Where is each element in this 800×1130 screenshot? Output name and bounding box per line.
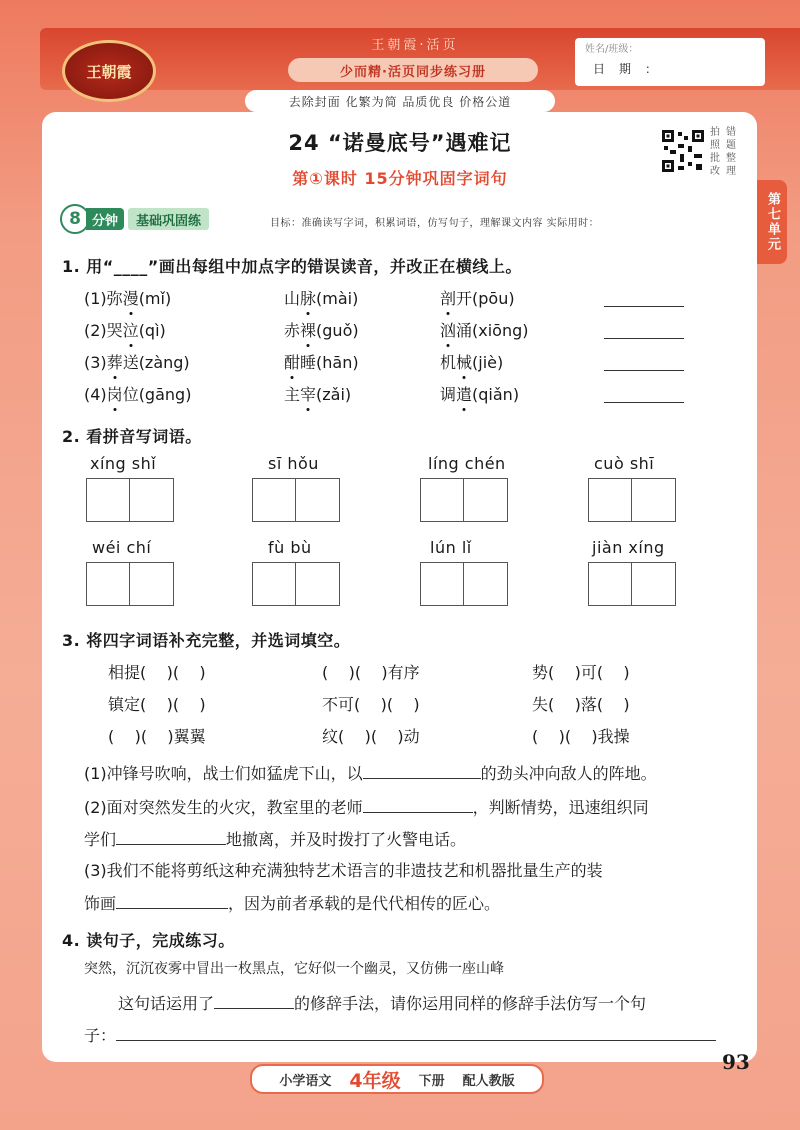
q2-answer-boxes[interactable] bbox=[420, 562, 508, 606]
footer-edition: 小学语文 4年级 下册 配人教版 bbox=[250, 1064, 544, 1094]
q2-answer-boxes[interactable] bbox=[588, 478, 676, 522]
q1-item: (1)弥漫(mǐ) bbox=[84, 286, 171, 309]
section-name: 基础巩固练 bbox=[128, 208, 209, 230]
section-goal: 目标：准确读写字词，积累词语，仿写句子，理解课文内容 实际用时： bbox=[270, 218, 600, 229]
q1-answer-line[interactable] bbox=[604, 338, 684, 339]
q4-blank[interactable] bbox=[214, 990, 294, 1009]
qr-labels: 拍 错 照 题 批 整 改 理 bbox=[710, 127, 736, 177]
q4-prompt: 这句话运用了 的修辞手法，请你运用同样的修辞手法仿写一个句 bbox=[118, 990, 646, 1014]
q3-blank[interactable] bbox=[116, 890, 228, 909]
name-date-box bbox=[575, 38, 765, 86]
q3-sentence-3: (3)我们不能将剪纸这种充满独特艺术语言的非遗技艺和机器批量生产的装 bbox=[84, 861, 603, 880]
date-label: 日期： bbox=[593, 62, 672, 76]
q2-pinyin: fù bù bbox=[268, 538, 312, 557]
q1-item: 主宰(zǎi) bbox=[284, 382, 351, 405]
q4-sentence: 突然，沉沉夜雾中冒出一枚黑点，它好似一个幽灵，又仿佛一座山峰 bbox=[84, 961, 504, 977]
q2-answer-boxes[interactable] bbox=[252, 562, 340, 606]
q2-answer-boxes[interactable] bbox=[588, 562, 676, 606]
q3-title: 3. 将四字词语补充完整，并选词填空。 bbox=[62, 631, 351, 650]
q2-pinyin: jiàn xíng bbox=[592, 538, 665, 557]
q1-item: 调遣(qiǎn) bbox=[440, 382, 519, 405]
q1-item: 机械(jiè) bbox=[440, 350, 503, 373]
q3-sentence-1: (1)冲锋号吹响，战士们如猛虎下山，以 的劲头冲向敌人的阵地。 bbox=[84, 760, 657, 784]
q1-title: 1. 用“____”画出每组中加点字的错误读音，并改正在横线上。 bbox=[62, 257, 522, 276]
q4-title: 4. 读句子，完成练习。 bbox=[62, 931, 235, 950]
q2-answer-boxes[interactable] bbox=[420, 478, 508, 522]
q1-item: (4)岗位(gāng) bbox=[84, 382, 191, 405]
q1-answer-line[interactable] bbox=[604, 306, 684, 307]
q3-idiom[interactable]: 相提( )( ) bbox=[108, 663, 206, 682]
q1-item: 酣睡(hān) bbox=[284, 350, 359, 373]
minutes-badge: 8 bbox=[60, 204, 90, 234]
q2-pinyin: xíng shǐ bbox=[90, 454, 157, 473]
q3-sentence-2: (2)面对突然发生的火灾，教室里的老师 ，判断情势，迅速组织同 bbox=[84, 794, 649, 818]
slogan: 去除封面 化繁为简 品质优良 价格公道 bbox=[245, 90, 555, 112]
q3-idiom[interactable]: ( )( )我操 bbox=[532, 727, 630, 746]
q3-blank[interactable] bbox=[116, 826, 226, 845]
name-label: 姓名/班级： bbox=[585, 44, 639, 55]
q1-item: (2)哭泣(qì) bbox=[84, 318, 166, 341]
q1-item: 山脉(mài) bbox=[284, 286, 358, 309]
q3-idiom[interactable]: 纹( )( )动 bbox=[322, 727, 420, 746]
q2-title: 2. 看拼音写词语。 bbox=[62, 427, 202, 446]
q2-answer-boxes[interactable] bbox=[86, 562, 174, 606]
q3-idiom[interactable]: ( )( )有序 bbox=[322, 663, 420, 682]
q2-pinyin: lún lǐ bbox=[430, 538, 472, 557]
q2-answer-boxes[interactable] bbox=[86, 478, 174, 522]
q1-item: (3)葬送(zàng) bbox=[84, 350, 190, 373]
q3-sentence-3-cont: 饰画 ，因为前者承载的是代代相传的匠心。 bbox=[84, 890, 500, 914]
q2-pinyin: líng chén bbox=[428, 454, 506, 473]
brand-subtitle: 少而精·活页同步练习册 bbox=[288, 58, 538, 82]
q2-pinyin: wéi chí bbox=[92, 538, 152, 557]
qr-code-icon[interactable] bbox=[660, 128, 706, 174]
lesson-subtitle: 第①课时 15分钟巩固字词句 bbox=[292, 169, 508, 188]
q3-blank[interactable] bbox=[363, 794, 473, 813]
q1-answer-line[interactable] bbox=[604, 370, 684, 371]
lesson-title: 24 “诺曼底号”遇难记 bbox=[288, 131, 512, 155]
q3-sentence-2-cont: 学们 地撤离，并及时拨打了火警电话。 bbox=[84, 826, 466, 850]
q1-item: 汹涌(xiōng) bbox=[440, 318, 529, 341]
brand-name: 王朝霞·活页 bbox=[371, 38, 459, 53]
q1-answer-line[interactable] bbox=[604, 402, 684, 403]
brand-logo: 王朝霞 bbox=[62, 40, 156, 102]
q2-pinyin: sī hǒu bbox=[268, 454, 319, 473]
q4-answer-line[interactable] bbox=[116, 1022, 716, 1041]
q3-idiom[interactable]: 失( )落( ) bbox=[532, 695, 630, 714]
q2-pinyin: cuò shī bbox=[594, 454, 655, 473]
q1-item: 剖开(pōu) bbox=[440, 286, 515, 309]
q3-idiom[interactable]: 势( )可( ) bbox=[532, 663, 630, 682]
q4-answer-row: 子： bbox=[84, 1022, 716, 1046]
q3-idiom[interactable]: ( )( )翼翼 bbox=[108, 727, 206, 746]
page-number: 93 bbox=[722, 1050, 750, 1074]
unit-side-tab: 第七单元 bbox=[757, 180, 787, 264]
q3-idiom[interactable]: 镇定( )( ) bbox=[108, 695, 206, 714]
q2-answer-boxes[interactable] bbox=[252, 478, 340, 522]
minutes-label: 分钟 bbox=[86, 208, 124, 230]
section-banner bbox=[60, 206, 209, 232]
q3-blank[interactable] bbox=[363, 760, 481, 779]
q3-idiom[interactable]: 不可( )( ) bbox=[322, 695, 420, 714]
q1-item: 赤裸(guǒ) bbox=[284, 318, 359, 341]
